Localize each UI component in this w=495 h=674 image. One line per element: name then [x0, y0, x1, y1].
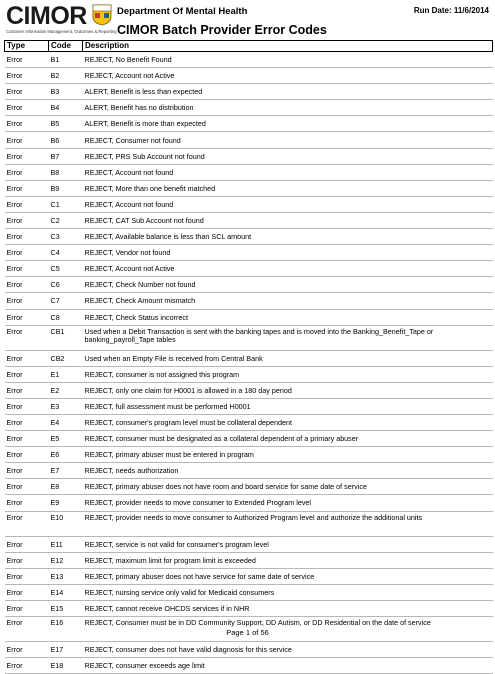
cell-type: Error — [5, 229, 49, 245]
cell-type: Error — [5, 511, 49, 536]
cell-type: Error — [5, 658, 49, 674]
of-label: of — [252, 628, 259, 637]
cell-type: Error — [5, 212, 49, 228]
error-codes-table — [4, 40, 493, 674]
cell-type: Error — [5, 261, 49, 277]
cell-description: REJECT, primary abuser must be entered in program — [83, 447, 493, 463]
table-row — [5, 642, 493, 658]
table-body — [5, 52, 493, 674]
cell-type: Error — [5, 552, 49, 568]
table-row — [5, 350, 493, 366]
cell-description: REJECT, consumer exceeds age limit — [83, 658, 493, 674]
cell-description: REJECT, consumer is not assigned this program — [83, 366, 493, 382]
page-footer — [0, 628, 495, 637]
table-row — [5, 658, 493, 674]
cell-type: Error — [5, 495, 49, 511]
table-row — [5, 84, 493, 100]
cell-code: E12 — [49, 552, 83, 568]
cell-description: REJECT, Account not Active — [83, 68, 493, 84]
cell-type: Error — [5, 100, 49, 116]
run-date: Run Date: 11/6/2014 — [413, 6, 489, 15]
table-row — [5, 479, 493, 495]
cell-type: Error — [5, 277, 49, 293]
error-codes-table-wrapper — [4, 40, 492, 674]
table-row — [5, 261, 493, 277]
table-row — [5, 584, 493, 600]
cell-description: REJECT, service is not valid for consumer's program level — [83, 536, 493, 552]
cell-description: REJECT, provider needs to move consumer to Extended Program level — [83, 495, 493, 511]
table-row — [5, 568, 493, 584]
cell-description: REJECT, consumer's program level must be collateral dependent — [83, 414, 493, 430]
cell-type: Error — [5, 431, 49, 447]
cell-type: Error — [5, 642, 49, 658]
table-row — [5, 552, 493, 568]
cell-type: Error — [5, 196, 49, 212]
logo-tagline: Customer Information Management, Outcomes & Reporting — [6, 29, 117, 34]
cell-description: REJECT, Consumer must be in DD Community Support, DD Autism, or DD Residential on the date of service — [83, 617, 493, 642]
table-row — [5, 447, 493, 463]
cell-description: REJECT, Check Number not found — [83, 277, 493, 293]
cell-description: REJECT, Account not found — [83, 196, 493, 212]
table-row — [5, 325, 493, 350]
cell-description: REJECT, primary abuser does not have service for same date of service — [83, 568, 493, 584]
cell-code: C6 — [49, 277, 83, 293]
cell-type: Error — [5, 68, 49, 84]
table-row — [5, 148, 493, 164]
cell-description: REJECT, Check Amount mismatch — [83, 293, 493, 309]
table-row — [5, 212, 493, 228]
cell-code: C1 — [49, 196, 83, 212]
cell-description: ALERT, Benefit is more than expected — [83, 116, 493, 132]
cell-description: REJECT, No Benefit Found — [83, 52, 493, 68]
table-row — [5, 277, 493, 293]
cell-description: REJECT, Account not Active — [83, 261, 493, 277]
cell-type: Error — [5, 245, 49, 261]
cell-type: Error — [5, 382, 49, 398]
cell-description: REJECT, cannot receive OHCDS services if in NHR — [83, 600, 493, 616]
table-row — [5, 293, 493, 309]
page-total: 56 — [260, 628, 269, 637]
column-header-description: Description — [83, 41, 493, 52]
cell-type: Error — [5, 180, 49, 196]
cell-description: REJECT, Vendor not found — [83, 245, 493, 261]
cell-type: Error — [5, 148, 49, 164]
cell-type: Error — [5, 447, 49, 463]
cell-type: Error — [5, 132, 49, 148]
cell-code: C5 — [49, 261, 83, 277]
cell-code: E7 — [49, 463, 83, 479]
logo-wordmark: CIMOR — [6, 2, 87, 30]
cell-description: REJECT, Consumer not found — [83, 132, 493, 148]
table-row — [5, 398, 493, 414]
cell-type: Error — [5, 84, 49, 100]
table-row — [5, 536, 493, 552]
cell-type: Error — [5, 309, 49, 325]
cell-code: B4 — [49, 100, 83, 116]
column-header-type: Type — [5, 41, 49, 52]
cell-code: B9 — [49, 180, 83, 196]
cell-code: E13 — [49, 568, 83, 584]
cell-type: Error — [5, 366, 49, 382]
cell-code: B3 — [49, 84, 83, 100]
cell-description: REJECT, nursing service only valid for Medicaid consumers — [83, 584, 493, 600]
table-row — [5, 431, 493, 447]
cell-code: E4 — [49, 414, 83, 430]
cell-description: REJECT, consumer does not have valid diagnosis for this service — [83, 642, 493, 658]
cell-description: REJECT, CAT Sub Account not found — [83, 212, 493, 228]
cell-description: REJECT, primary abuser does not have room and board service for same date of service — [83, 479, 493, 495]
table-row — [5, 100, 493, 116]
cell-type: Error — [5, 414, 49, 430]
department-name: Department Of Mental Health — [117, 6, 248, 17]
cell-description: REJECT, Account not found — [83, 164, 493, 180]
cell-type: Error — [5, 536, 49, 552]
page-label: Page — [226, 628, 244, 637]
cell-code: B6 — [49, 132, 83, 148]
cell-code: E9 — [49, 495, 83, 511]
cell-type: Error — [5, 116, 49, 132]
table-row — [5, 495, 493, 511]
table-row — [5, 132, 493, 148]
cell-description: Used when a Debit Transaction is sent with the banking tapes and is moved into the Banking_Benefit_Tape or banking_payroll_Tape tables — [83, 325, 493, 350]
cimor-logo — [6, 2, 117, 36]
cell-code: E8 — [49, 479, 83, 495]
cell-description: REJECT, provider needs to move consumer to Authorized Program level and authorize the additional units — [83, 511, 493, 536]
cell-description: REJECT, Check Status incorrect — [83, 309, 493, 325]
mental-health-badge-icon — [92, 4, 112, 26]
cell-type: Error — [5, 600, 49, 616]
cell-code: C8 — [49, 309, 83, 325]
cell-description: ALERT, Benefit has no distribution — [83, 100, 493, 116]
cell-description: REJECT, needs authorization — [83, 463, 493, 479]
cell-description: REJECT, full assessment must be performed H0001 — [83, 398, 493, 414]
cell-type: Error — [5, 463, 49, 479]
cell-description: ALERT, Benefit is less than expected — [83, 84, 493, 100]
table-row — [5, 52, 493, 68]
page-number: 1 — [245, 628, 250, 637]
page-header — [0, 0, 495, 40]
cell-type: Error — [5, 52, 49, 68]
table-row — [5, 245, 493, 261]
table-row — [5, 164, 493, 180]
cell-code: E3 — [49, 398, 83, 414]
cell-description: REJECT, PRS Sub Account not found — [83, 148, 493, 164]
table-row — [5, 511, 493, 536]
table-row — [5, 309, 493, 325]
table-header-row — [5, 41, 493, 52]
cell-code: E1 — [49, 366, 83, 382]
cell-code: C3 — [49, 229, 83, 245]
cell-type: Error — [5, 479, 49, 495]
cell-type: Error — [5, 293, 49, 309]
cell-code: CB2 — [49, 350, 83, 366]
report-title: CIMOR Batch Provider Error Codes — [117, 23, 327, 37]
cell-code: C7 — [49, 293, 83, 309]
cell-code: C2 — [49, 212, 83, 228]
table-row — [5, 116, 493, 132]
cell-code: E10 — [49, 511, 83, 536]
cell-type: Error — [5, 350, 49, 366]
table-row — [5, 366, 493, 382]
table-row — [5, 382, 493, 398]
cell-code: E2 — [49, 382, 83, 398]
cell-code: E16 — [49, 617, 83, 642]
cell-code: B2 — [49, 68, 83, 84]
cell-code: E5 — [49, 431, 83, 447]
cell-type: Error — [5, 617, 49, 642]
cell-description: REJECT, More than one benefit matched — [83, 180, 493, 196]
cell-code: E18 — [49, 658, 83, 674]
table-row — [5, 600, 493, 616]
cell-type: Error — [5, 325, 49, 350]
table-row — [5, 229, 493, 245]
cell-description: REJECT, only one claim for H0001 is allowed in a 180 day period — [83, 382, 493, 398]
cell-code: E6 — [49, 447, 83, 463]
cell-code: E15 — [49, 600, 83, 616]
cell-code: B5 — [49, 116, 83, 132]
cell-description: REJECT, consumer must be designated as a collateral dependent of a primary abuser — [83, 431, 493, 447]
cell-code: B8 — [49, 164, 83, 180]
cell-code: E17 — [49, 642, 83, 658]
cell-type: Error — [5, 164, 49, 180]
cell-type: Error — [5, 568, 49, 584]
table-row — [5, 196, 493, 212]
cell-code: B7 — [49, 148, 83, 164]
column-header-code: Code — [49, 41, 83, 52]
table-row — [5, 180, 493, 196]
cell-code: C4 — [49, 245, 83, 261]
cell-type: Error — [5, 584, 49, 600]
cell-code: E11 — [49, 536, 83, 552]
cell-code: E14 — [49, 584, 83, 600]
cell-description: REJECT, Available balance is less than SCL amount — [83, 229, 493, 245]
cell-code: B1 — [49, 52, 83, 68]
table-row — [5, 68, 493, 84]
table-row — [5, 414, 493, 430]
cell-code: CB1 — [49, 325, 83, 350]
cell-description: REJECT, maximum limit for program limit is exceeded — [83, 552, 493, 568]
cell-description: Used when an Empty File is received from Central Bank — [83, 350, 493, 366]
table-row — [5, 463, 493, 479]
cell-type: Error — [5, 398, 49, 414]
